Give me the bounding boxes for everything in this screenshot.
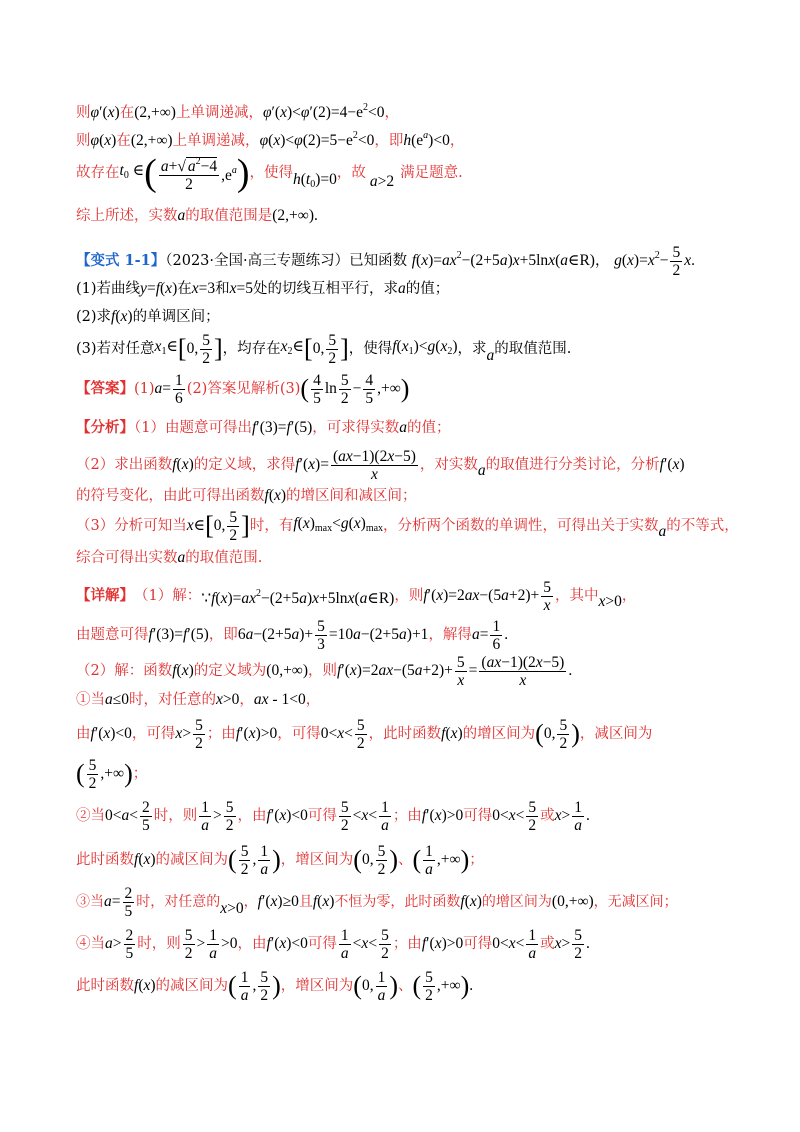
detail-1: 【详解】 （1）解： $\because f(x)=ax^2-(2+5a)x+5\ln x(a\in R)$ ，则 f′(x)=2ax−(5a+2)+ $\frac{5}{x}$ ，其中 x>0 ，: [76, 578, 637, 614]
analysis-3b: 综合可得出实数a的取值范围.: [76, 549, 263, 566]
analysis-2: （2）求出函数 f(x) 的定义域，求得 f′(x)= $\frac{(ax-1)(2x-5)}{x}$ ，对实数 a 的取值进行分类讨论，分析 f′(x): [76, 447, 685, 483]
case-2: ②当 0<a< $\frac{2}{5}$ 时，则 $\frac{1}{a}$ > $\frac{5}{2}$ ， 由 f′(x)<0 可得 $\frac{5}{2}$ <x< $\frac{1}{a}$ ；由 f′(x)>0 可得 0<x< $\frac{5}{2}$ 或 x> $\frac{1}{a}$ .: [76, 798, 590, 834]
solution-line-3: 故存在 $t_0$ ∈ ( $\frac{a+√ a^2-4}{2}$ $,e^a$ ) ，使得 $h(t_0)=0$ ，故 a>2 满足题意.: [76, 152, 463, 194]
case-1c: ( $\frac{5}{2}$ ,+∞ ) ；: [76, 756, 148, 792]
case-4: ④当 a> $\frac{2}{5}$ 时，则 $\frac{5}{2}$ > $\frac{1}{a}$ >0 ， 由 f′(x)<0 可得 $\frac{1}{a}$ <x< $\frac{5}{2}$ ；由 f′(x)>0 可得 0<x< $\frac{1}{a}$ 或 x> $\frac{5}{2}$ .: [76, 926, 590, 962]
solution-line-1: 则φ′(x)在(2,+∞)上单调递减，$\varphi'(x)<\varphi'(2)=4-e^2<0$，: [76, 102, 400, 121]
analysis-3: （3）分析可知当 x∈ [ 0, $\frac{5}{2}$ ] 时，有 $f(x)_{max}<g(x)_{max}$ ，分析两个函数的单调性，可得出关于实数 a 的不等式，: [76, 508, 739, 544]
question-1: (1)若曲线y=f(x)在x=3和x=5处的切线互相平行，求a的值；: [76, 280, 450, 297]
case-3: ③当 a= $\frac{2}{5}$ 时，对任意的 x>0 ， f′(x)≥0 且 f(x) 不恒为零，此时函数 f(x) 的增区间为 (0,+∞) ，无减区间；: [76, 884, 678, 920]
detail-2: 由题意可得 f′(3)=f′(5) ，即 6a−(2+5a)+ $\frac{5}{3}$ =10a−(2+5a)+1 ，解得 a= $\frac{1}{6}$ .: [76, 617, 509, 653]
question-2: (2)求f(x)的单调区间；: [76, 308, 220, 325]
analysis-1: 【分析】（1）由题意可得出f′(3)=f′(5)，可求得实数a的值；: [76, 419, 451, 436]
case-4b: 此时函数 f(x) 的减区间为 ( $\frac{1}{a}$ , $\frac{5}{2}$ ) ，增区间为 ( 0, $\frac{1}{a}$ ) 、 ( $\frac{5}{2}$ ,+∞ ) .: [76, 968, 474, 1004]
case-1: ①当a≤0时，对任意的x>0，ax - 1<0，: [76, 691, 321, 708]
analysis-2b: 的符号变化，由此可得出函数f(x)的增区间和减区间；: [76, 487, 417, 504]
question-3: (3)若对任意 $x_1\in$ [ 0, $\frac{5}{2}$ ] ，均存在 $x_2\in$ [ 0, $\frac{5}{2}$ ] ，使得 $f(x_1)<g(x_2)$ ，求 a 的取值范围.: [76, 331, 572, 367]
case-2b: 此时函数 f(x) 的减区间为 ( $\frac{5}{2}$ , $\frac{1}{a}$ ) ，增区间为 ( 0, $\frac{5}{2}$ ) 、 ( $\frac{1}{a}$ ,+∞ ) ；: [76, 842, 484, 878]
case-1b: 由 f′(x)<0 ，可得 x> $\frac{5}{2}$ ；由 f′(x)>0 ，可得 0<x< $\frac{5}{2}$ ，此时函数 f(x) 的增区间为 ( 0, $\frac{5}{2}$ ) ，减区间为: [76, 716, 653, 752]
variant-header: 【变式 1-1】（2023·全国·高三专题练习）已知函数 $f(x)=ax^2-(2+5a)x+5\ln x(a\in R)$， $g(x)=x^2-$ $\frac{5}{2}$ x.: [76, 244, 695, 279]
detail-3: （2）解：函数 f(x) 的定义域为 (0,+∞) ，则 f′(x)=2ax−(5a+2)+ $\frac{5}{x}$ = $\frac{(ax-1)(2x-5)}{x}$ .: [76, 653, 573, 689]
solution-line-4: 综上所述，实数a的取值范围是(2,+∞).: [76, 207, 318, 224]
answer-line: 【答案】 (1) a= $\frac{1}{6}$ (2)答案见解析(3) ( $\frac{4}{5}$ ln $\frac{5}{2}$ − $\frac{4}{5}$ ,+∞ ): [76, 371, 410, 407]
solution-line-2: 则φ(x)在(2,+∞)上单调递减，$\varphi(x)<\varphi(2)=5-e^2<0$，即$h(e^a)<0$，: [76, 130, 465, 149]
